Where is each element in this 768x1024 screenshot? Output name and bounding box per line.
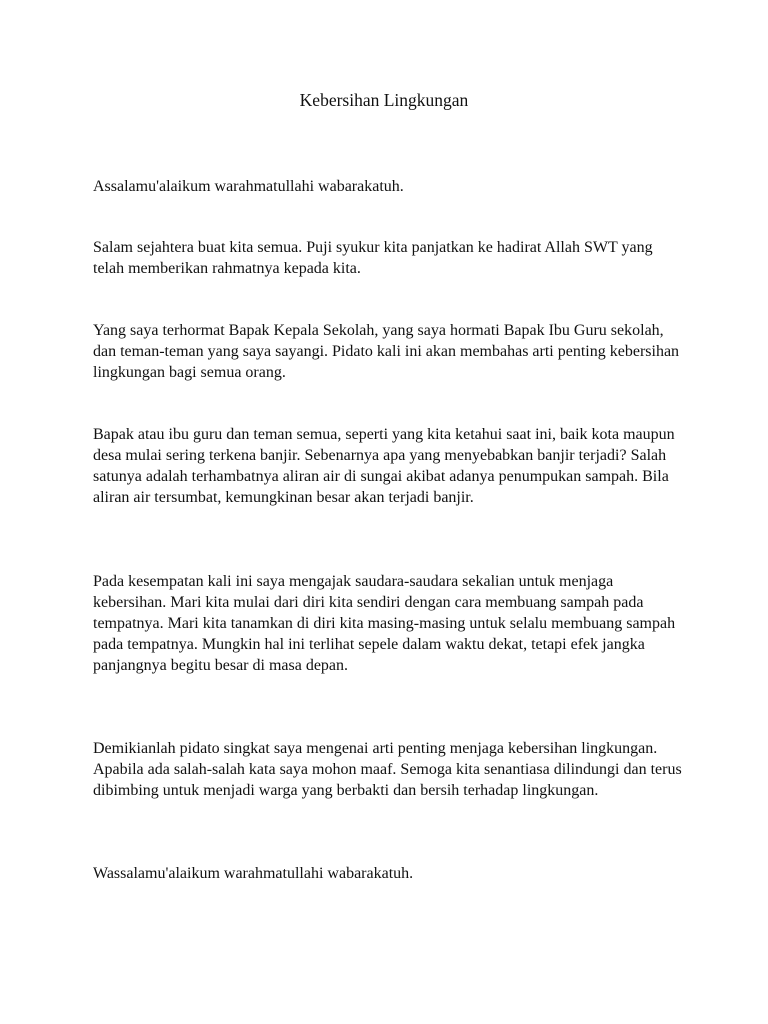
paragraph-salutation: Salam sejahtera buat kita semua. Puji syukur kita panjatkan ke hadirat Allah SWT yang telah memberikan rahmatnya kepada kita. (93, 239, 653, 277)
paragraph-closing: Demikianlah pidato singkat saya mengenai arti penting menjaga kebersihan lingkungan. Apabila ada salah-salah kata saya mohon maaf. Semoga kita senantiasa dilindungi dan terus dibimbing untuk menjadi warga yang berbakti dan bersih terhadap lingkungan. (93, 740, 682, 799)
paragraph-invitation: Pada kesempatan kali ini saya mengajak saudara-saudara sekalian untuk menjaga kebersihan. Mari kita mulai dari diri kita sendiri dengan cara membuang sampah pada tempatnya. Mari kita tanamkan di diri kita masing-masing untuk selalu membuang sampah pada tempatnya. Mungkin hal ini terlihat sepele dalam waktu dekat, tetapi efek jangka panjangnya begitu besar di masa depan. (93, 573, 676, 674)
paragraph-flood-cause: Bapak atau ibu guru dan teman semua, seperti yang kita ketahui saat ini, baik kota maupun desa mulai sering terkena banjir. Sebenarnya apa yang menyebabkan banjir terjadi? Salah satunya adalah terhambatnya aliran air di sungai akibat adanya penumpukan sampah. Bila aliran air tersumbat, kemungkinan besar akan terjadi banjir. (93, 426, 675, 506)
paragraph-closing-greeting: Wassalamu'alaikum warahmatullahi wabarakatuh. (93, 865, 414, 882)
paragraph-opening-greeting: Assalamu'alaikum warahmatullahi wabarakatuh. (93, 178, 404, 195)
paragraph-address: Yang saya terhormat Bapak Kepala Sekolah, yang saya hormati Bapak Ibu Guru sekolah, dan teman-teman yang saya sayangi. Pidato kali ini akan membahas arti penting kebersihan lingkungan bagi semua orang. (93, 322, 680, 381)
document-title: Kebersihan Lingkungan (299, 90, 469, 110)
